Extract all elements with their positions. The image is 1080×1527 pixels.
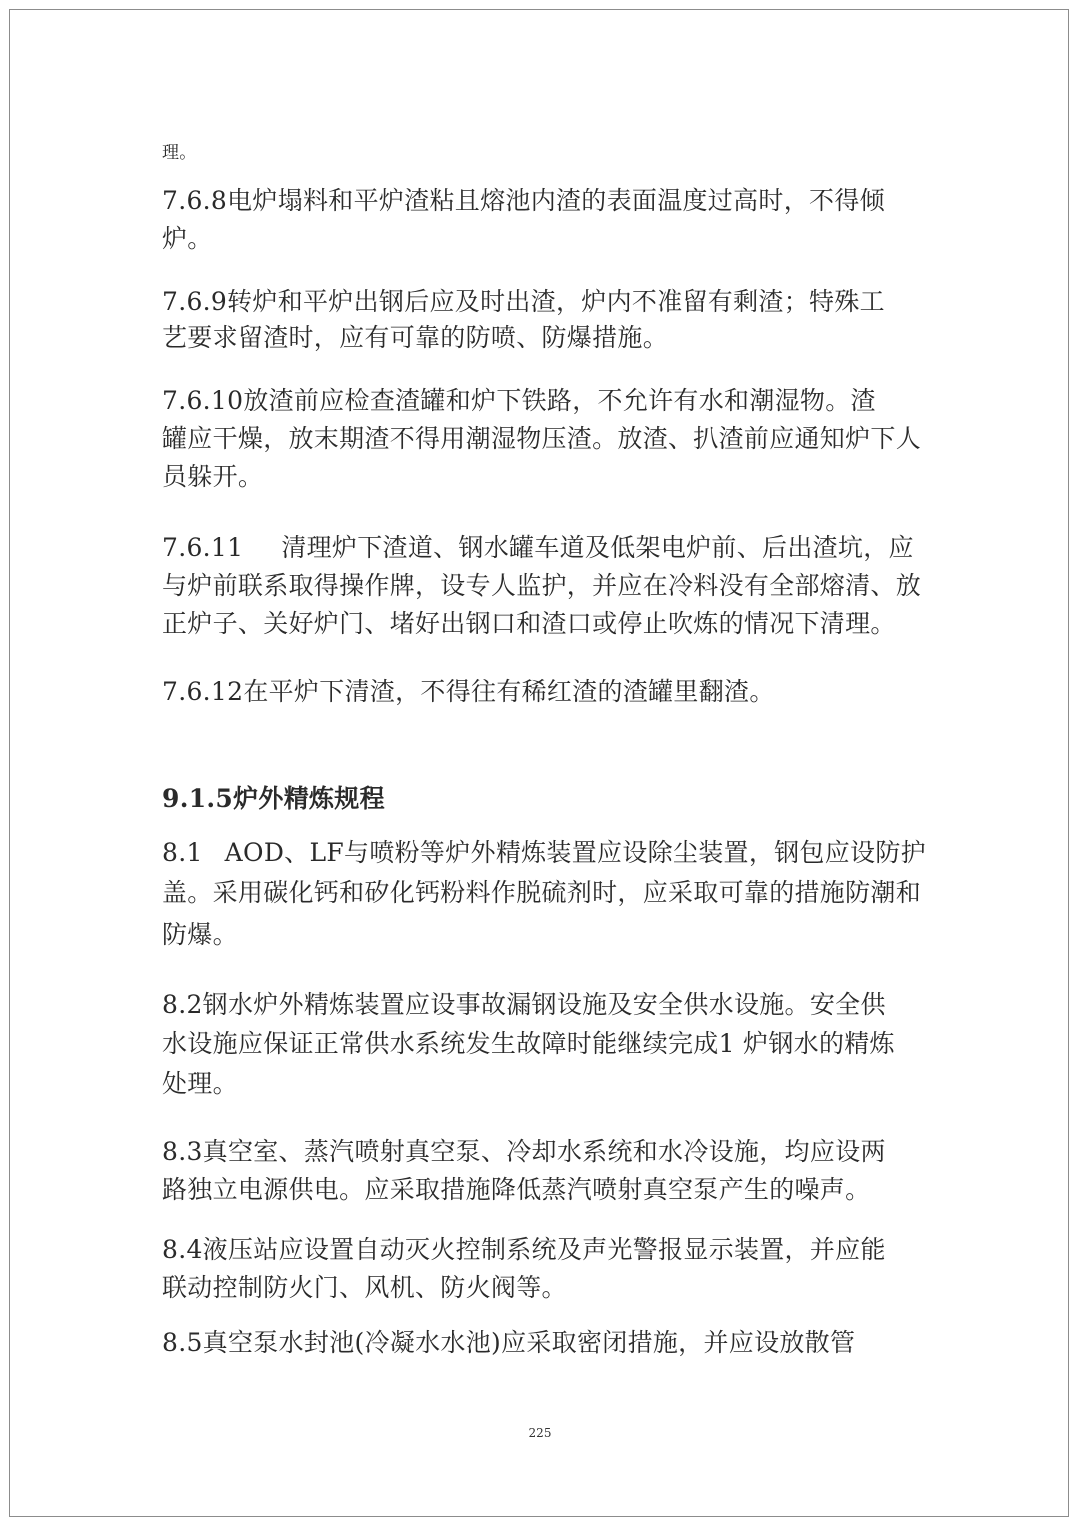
section-text: AOD、LF与喷粉等炉外精炼装置应设除尘装置，钢包应设防护	[224, 838, 926, 867]
text-line	[162, 836, 926, 870]
section-number: 7.6.11	[162, 533, 244, 562]
section-text: 清理炉下渣道、钢水罐车道及低架电炉前、后出渣坑，应	[281, 533, 914, 562]
text-line: 与炉前联系取得操作牌，设专人监护，并应在冷料没有全部熔清、放	[162, 571, 922, 600]
text-line: 8.2钢水炉外精炼装置应设事故漏钢设施及安全供水设施。安全供	[162, 990, 886, 1019]
text-line: 7.6.9转炉和平炉出钢后应及时出渣，炉内不准留有剩渣；特殊工	[162, 287, 885, 316]
text-line	[162, 531, 914, 565]
text-line: 7.6.8电炉塌料和平炉渣粘且熔池内渣的表面温度过高时，不得倾	[162, 186, 885, 215]
text-line: 炉。	[162, 224, 213, 253]
text-line: 正炉子、关好炉门、堵好出钢口和渣口或停止吹炼的情况下清理。	[162, 609, 896, 638]
text-line: 8.5真空泵水封池(冷凝水水池)应采取密闭措施，并应设放散管	[162, 1328, 856, 1357]
text-line: 7.6.12在平炉下清渣，不得往有稀红渣的渣罐里翻渣。	[162, 677, 775, 706]
text-line: 艺要求留渣时，应有可靠的防喷、防爆措施。	[162, 323, 669, 352]
text-line: 盖。采用碳化钙和矽化钙粉料作脱硫剂时，应采取可靠的措施防潮和	[162, 878, 922, 907]
section-heading: 9.1.5炉外精炼规程	[162, 784, 385, 813]
text-line: 8.4液压站应设置自动灭火控制系统及声光警报显示装置，并应能	[162, 1235, 886, 1264]
text-line: 罐应干燥，放末期渣不得用潮湿物压渣。放渣、扒渣前应通知炉下人	[162, 424, 922, 453]
text-line: 员躲开。	[162, 462, 264, 491]
text-line: 理。	[162, 143, 197, 163]
text-line: 路独立电源供电。应采取措施降低蒸汽喷射真空泵产生的噪声。	[162, 1175, 871, 1204]
text-line: 8.3真空室、蒸汽喷射真空泵、冷却水系统和水冷设施，均应设两	[162, 1137, 886, 1166]
text-line: 处理。	[162, 1069, 238, 1098]
text-line: 水设施应保证正常供水系统发生故障时能继续完成1 炉钢水的精炼	[162, 1029, 895, 1058]
text-line: 7.6.10放渣前应检查渣罐和炉下铁路，不允许有水和潮湿物。渣	[162, 386, 876, 415]
text-line: 防爆。	[162, 920, 238, 949]
page-number: 225	[528, 1426, 552, 1440]
text-line: 联动控制防火门、风机、防火阀等。	[162, 1273, 567, 1302]
section-number: 8.1	[162, 838, 203, 867]
